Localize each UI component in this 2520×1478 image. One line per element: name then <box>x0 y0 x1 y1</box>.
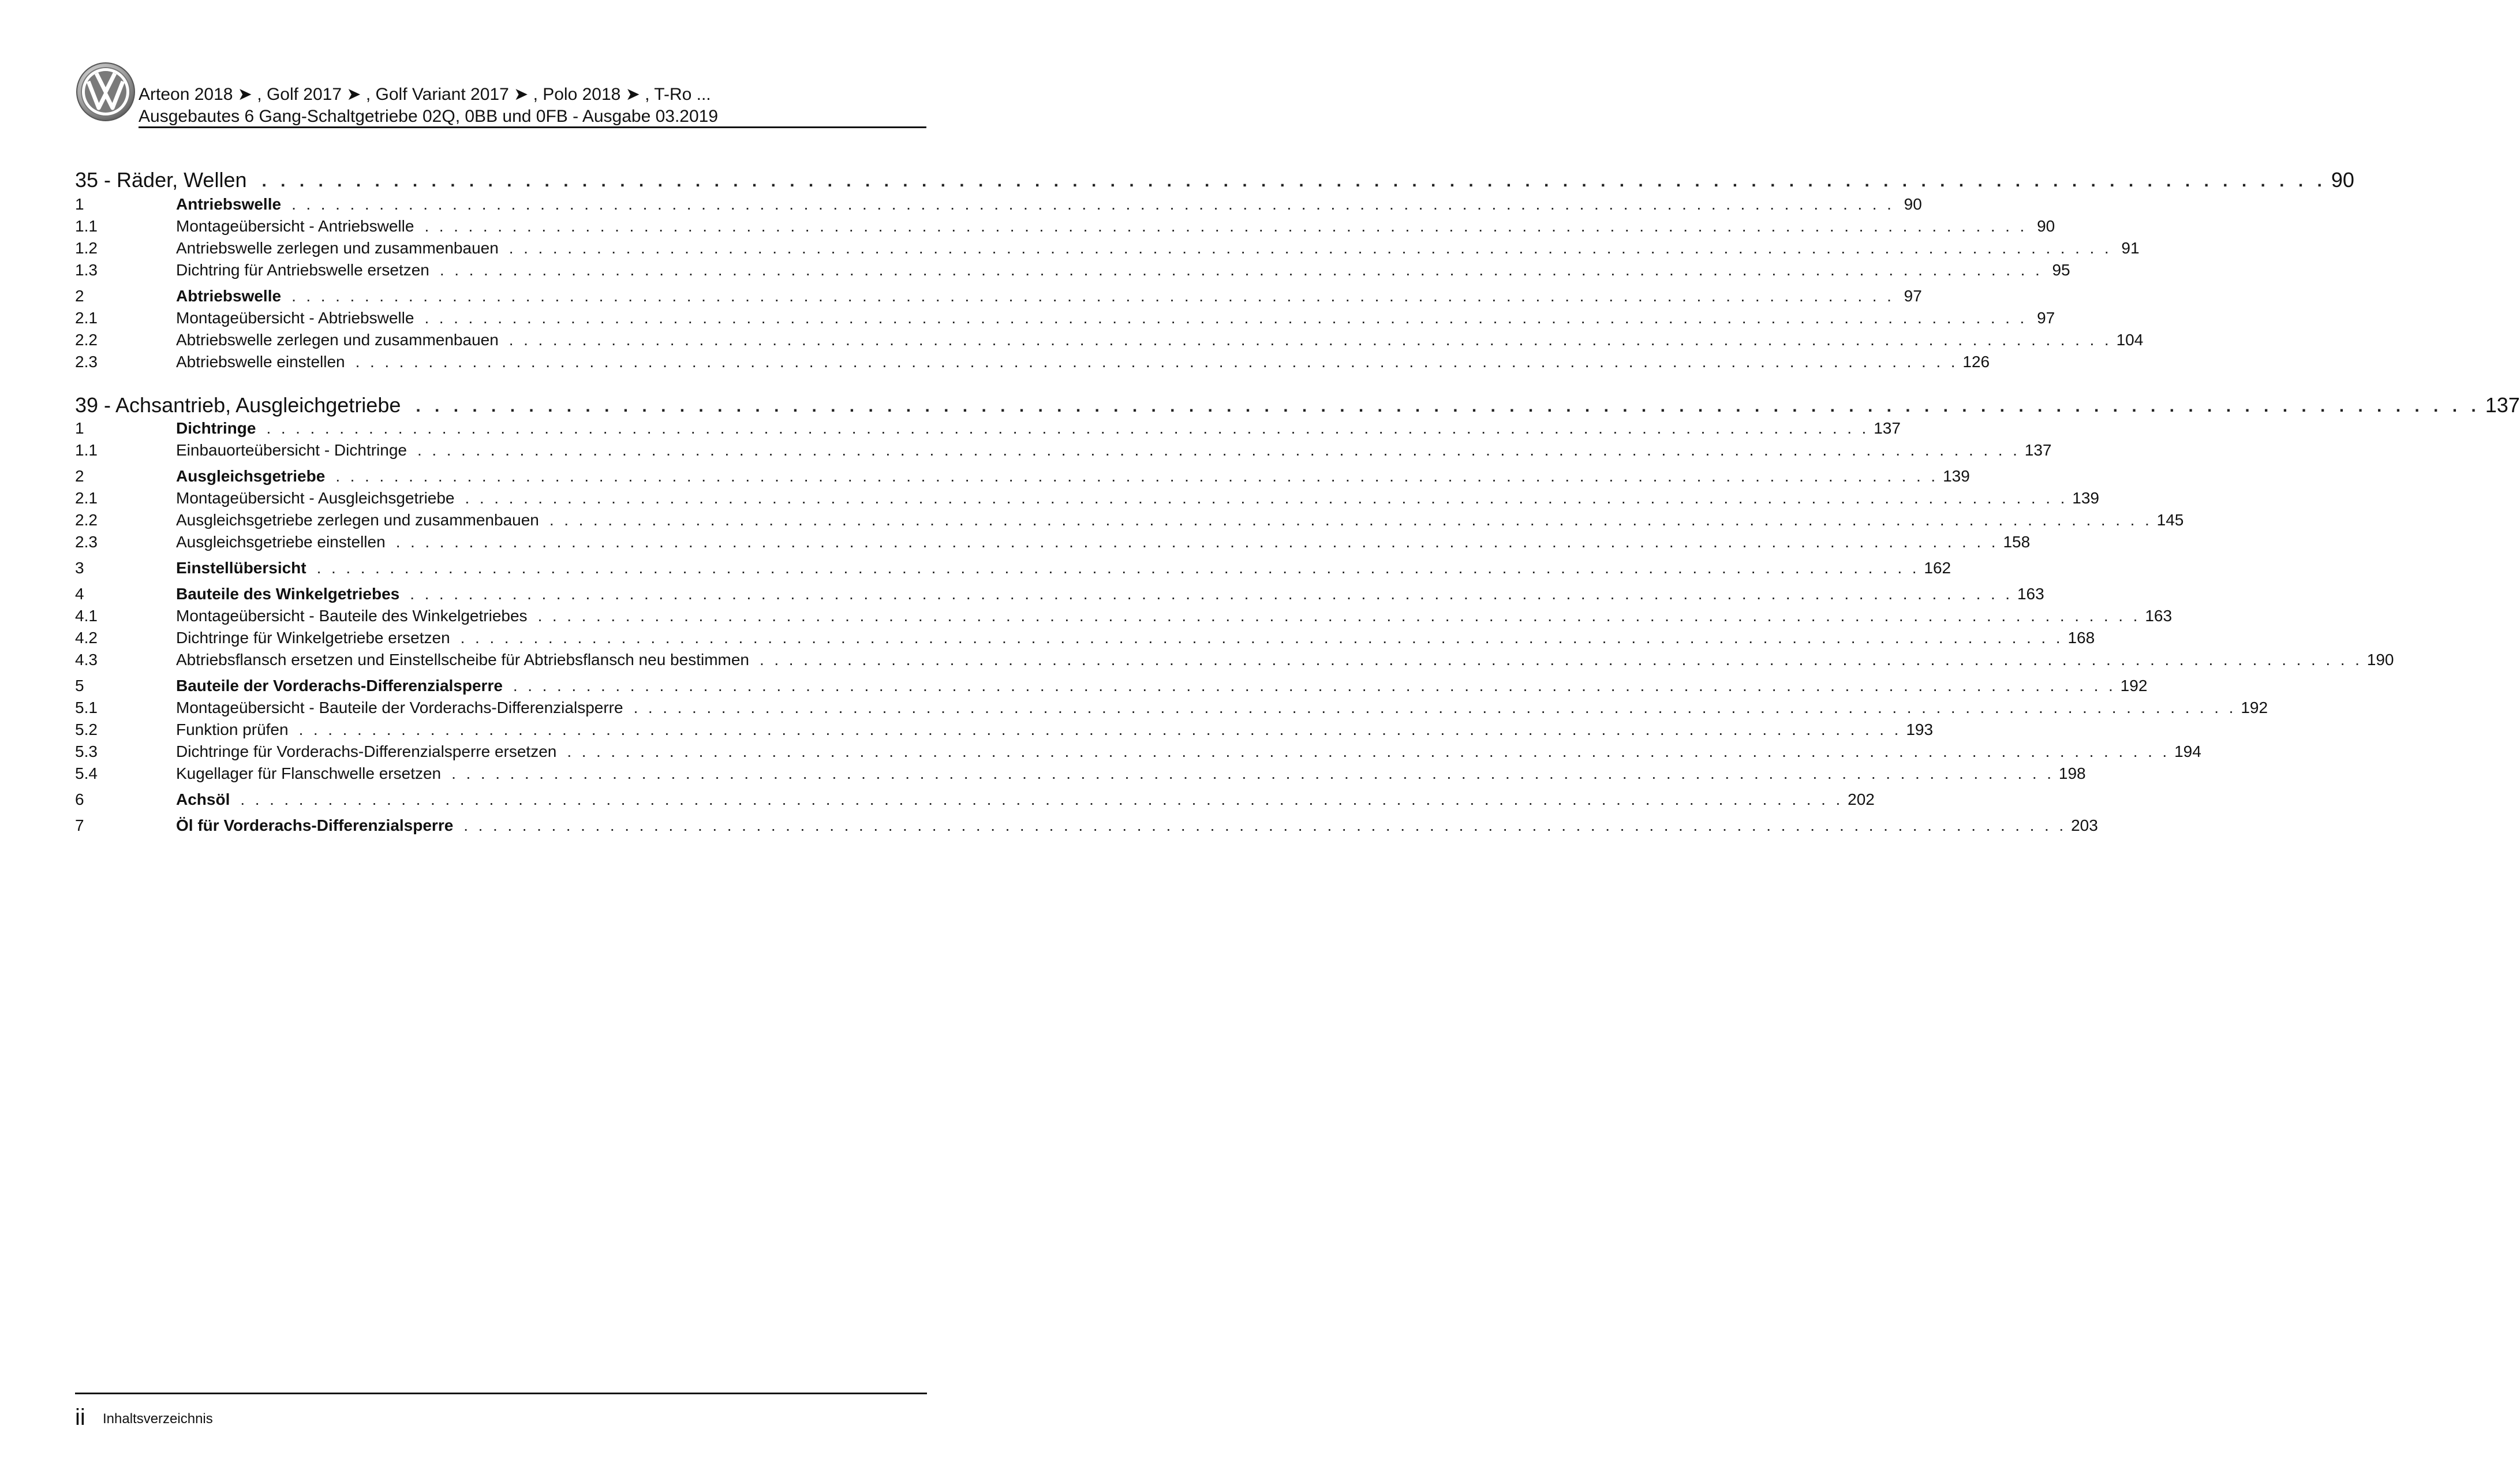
toc-entry-number: 2.2 <box>75 511 98 529</box>
toc-section[interactable] <box>75 673 2148 696</box>
toc-entry-page: 90 <box>2037 217 2055 235</box>
toc-entry-number: 3 <box>75 559 84 577</box>
toc-entry-page: 158 <box>2003 533 2031 551</box>
toc-chapter-title: 35 - Räder, Wellen <box>75 168 247 192</box>
toc-entry-page: 162 <box>1924 559 1951 577</box>
toc-leader-dots: . . . . . . . . . . . . . . . . . . . . . . . . . . . . . . . . . . . . . . . . . . . . . . . . . . . . . . . . . . . . . . . . . . . . . . . . . . . . . . . . . . . . . . . . . . . . . . . . . . . . . . . . . . . . . . <box>291 287 1894 305</box>
toc-leader-dots: . . . . . . . . . . . . . . . . . . . . . . . . . . . . . . . . . . . . . . . . . . . . . . . . . . . . . . . . . . . . . . . . . . . . . . . . . . . . . . . . . . . . . . . . . . . . . . . . . . . . . . . . . . . . . . <box>439 261 2043 279</box>
toc-entry-number: 1.1 <box>75 217 98 235</box>
toc-leader-dots: . . . . . . . . . . . . . . . . . . . . . . . . . . . . . . . . . . . . . . . . . . . . . . . . . . . . . . . . . . . . . . . . . . . . . . . . . . . . . . . . . . . . . . . . . . . . . . . . . . . . . . . . . . . . . . <box>513 677 2116 695</box>
toc-section[interactable] <box>75 191 1922 214</box>
toc-leader-dots: . . . . . . . . . . . . . . . . . . . . . . . . . . . . . . . . . . . . . . . . . . . . . . . . . . . . . . . . . . . . . . . . . . . . . . . . . . . . . . . . . . . . . . . . . . . . . . . . . . . . . . . . . . . . . . <box>240 790 1844 808</box>
toc-entry-title: Dichtringe für Winkelgetriebe ersetzen <box>176 629 450 647</box>
toc-entry-title: Einstellübersicht <box>176 559 306 577</box>
toc-chapter-page: 90 <box>2331 168 2354 192</box>
toc-entry-number: 2.1 <box>75 489 98 507</box>
vw-logo-icon <box>76 62 136 122</box>
toc-subsection[interactable] <box>75 213 2055 236</box>
toc-subsection[interactable] <box>75 647 2394 670</box>
header-title-line2: Ausgebautes 6 Gang-Schaltgetriebe 02Q, 0BB und 0FB - Ausgabe 03.2019 <box>139 107 719 126</box>
toc-entry-page: 163 <box>2145 607 2173 625</box>
toc-entry-number: 4 <box>75 585 84 603</box>
toc-section[interactable] <box>75 581 2044 604</box>
toc-entry-number: 5.2 <box>75 721 98 738</box>
toc-entry-page: 203 <box>2071 816 2098 834</box>
toc-subsection[interactable] <box>75 235 2140 258</box>
toc-subsection[interactable] <box>75 349 1990 372</box>
toc-entry-title: Ausgleichsgetriebe einstellen <box>176 533 386 551</box>
toc-leader-dots: . . . . . . . . . . . . . . . . . . . . . . . . . . . . . . . . . . . . . . . . . . . . . . . . . . . . . . . . . . . . . . . . . . . . . . . . . . . . . . . . . . . . . . . . . . . . . . . . . . . . . . . . . . . . . . <box>261 171 2327 191</box>
toc-chapter-page: 137 <box>2485 393 2520 417</box>
toc-entry-page: 198 <box>2058 764 2086 782</box>
toc-leader-dots: . . . . . . . . . . . . . . . . . . . . . . . . . . . . . . . . . . . . . . . . . . . . . . . . . . . . . . . . . . . . . . . . . . . . . . . . . . . . . . . . . . . . . . . . . . . . . . . . . . . . . . . . . . . . . . <box>291 195 1894 213</box>
toc-leader-dots: . . . . . . . . . . . . . . . . . . . . . . . . . . . . . . . . . . . . . . . . . . . . . . . . . . . . . . . . . . . . . . . . . . . . . . . . . . . . . . . . . . . . . . . . . . . . . . . . . . . . . . . . . . . . . . <box>549 511 2152 529</box>
toc-leader-dots: . . . . . . . . . . . . . . . . . . . . . . . . . . . . . . . . . . . . . . . . . . . . . . . . . . . . . . . . . . . . . . . . . . . . . . . . . . . . . . . . . . . . . . . . . . . . . . . . . . . . . . . . . . . . . . <box>633 699 2237 716</box>
toc-subsection[interactable] <box>75 695 2268 718</box>
header-title-line1: Arteon 2018 ➤ , Golf 2017 ➤ , Golf Variant 2017 ➤ , Polo 2018 ➤ , T-Ro ... <box>139 85 711 104</box>
toc-entry-number: 2.3 <box>75 353 98 371</box>
toc-subsection[interactable] <box>75 305 2055 328</box>
toc-entry-number: 5.4 <box>75 764 98 782</box>
toc-subsection[interactable] <box>75 485 2099 508</box>
toc-entry-page: 90 <box>1904 195 1922 213</box>
toc-section[interactable] <box>75 812 2098 835</box>
toc-leader-dots: . . . . . . . . . . . . . . . . . . . . . . . . . . . . . . . . . . . . . . . . . . . . . . . . . . . . . . . . . . . . . . . . . . . . . . . . . . . . . . . . . . . . . . . . . . . . . . . . . . . . . . . . . . . . . . <box>760 651 2362 669</box>
toc-entry-title: Montageübersicht - Abtriebswelle <box>176 309 414 327</box>
toc-entry-title: Bauteile des Winkelgetriebes <box>176 585 400 603</box>
toc-leader-dots: . . . . . . . . . . . . . . . . . . . . . . . . . . . . . . . . . . . . . . . . . . . . . . . . . . . . . . . . . . . . . . . . . . . . . . . . . . . . . . . . . . . . . . . . . . . . . . . . . . . . . . . . . . . . . . <box>316 559 1920 577</box>
toc-entry-page: 95 <box>2052 261 2070 279</box>
toc-entry-page: 126 <box>1962 353 1990 371</box>
toc-section[interactable] <box>75 555 1951 578</box>
toc-entry-page: 168 <box>2067 629 2095 647</box>
toc-entry-title: Öl für Vorderachs-Differenzialsperre <box>176 816 454 834</box>
toc-entry-title: Antriebswelle <box>176 195 282 213</box>
toc-entry-title: Montageübersicht - Antriebswelle <box>176 217 414 235</box>
toc-subsection[interactable] <box>75 760 2086 783</box>
toc-entry-number: 5 <box>75 677 84 695</box>
toc-subsection[interactable] <box>75 257 2070 280</box>
toc-entry-page: 137 <box>1874 419 1901 437</box>
toc-entry-number: 7 <box>75 816 84 834</box>
toc-chapter[interactable] <box>75 163 2354 193</box>
toc-subsection[interactable] <box>75 507 2184 530</box>
toc-entry-page: 137 <box>2024 441 2052 459</box>
toc-leader-dots: . . . . . . . . . . . . . . . . . . . . . . . . . . . . . . . . . . . . . . . . . . . . . . . . . . . . . . . . . . . . . . . . . . . . . . . . . . . . . . . . . . . . . . . . . . . . . . . . . . . . . . . . . . . . . . <box>335 467 1939 485</box>
toc-leader-dots: . . . . . . . . . . . . . . . . . . . . . . . . . . . . . . . . . . . . . . . . . . . . . . . . . . . . . . . . . . . . . . . . . . . . . . . . . . . . . . . . . . . . . . . . . . . . . . . . . . . . . . . . . . . . . . <box>463 816 2067 834</box>
toc-leader-dots: . . . . . . . . . . . . . . . . . . . . . . . . . . . . . . . . . . . . . . . . . . . . . . . . . . . . . . . . . . . . . . . . . . . . . . . . . . . . . . . . . . . . . . . . . . . . . . . . . . . . . . . . . . . . . . <box>417 441 2020 459</box>
toc-leader-dots: . . . . . . . . . . . . . . . . . . . . . . . . . . . . . . . . . . . . . . . . . . . . . . . . . . . . . . . . . . . . . . . . . . . . . . . . . . . . . . . . . . . . . . . . . . . . . . . . . . . . . . . . . . . . . . <box>465 489 2068 507</box>
toc-entry-number: 6 <box>75 790 84 808</box>
footer-page-number: ii <box>75 1405 85 1430</box>
toc-entry-page: 97 <box>2037 309 2055 327</box>
toc-entry-number: 2 <box>75 287 84 305</box>
toc-leader-dots: . . . . . . . . . . . . . . . . . . . . . . . . . . . . . . . . . . . . . . . . . . . . . . . . . . . . . . . . . . . . . . . . . . . . . . . . . . . . . . . . . . . . . . . . . . . . . . . . . . . . . . . . . . . . . . <box>509 331 2112 349</box>
toc-entry-number: 1 <box>75 419 84 437</box>
toc-entry-number: 1 <box>75 195 84 213</box>
toc-entry-number: 2.1 <box>75 309 98 327</box>
toc-leader-dots: . . . . . . . . . . . . . . . . . . . . . . . . . . . . . . . . . . . . . . . . . . . . . . . . . . . . . . . . . . . . . . . . . . . . . . . . . . . . . . . . . . . . . . . . . . . . . . . . . . . . . . . . . . . . . . <box>298 721 1902 738</box>
toc-section[interactable] <box>75 283 1922 306</box>
toc-entry-title: Dichtring für Antriebswelle ersetzen <box>176 261 429 279</box>
toc-section[interactable] <box>75 415 1901 438</box>
toc-entry-number: 4.3 <box>75 651 98 669</box>
toc-subsection[interactable] <box>75 738 2201 762</box>
toc-entry-page: 139 <box>2072 489 2099 507</box>
toc-entry-page: 202 <box>1848 790 1875 808</box>
toc-entry-number: 2.2 <box>75 331 98 349</box>
toc-leader-dots: . . . . . . . . . . . . . . . . . . . . . . . . . . . . . . . . . . . . . . . . . . . . . . . . . . . . . . . . . . . . . . . . . . . . . . . . . . . . . . . . . . . . . . . . . . . . . . . . . . . . . . . . . . . . . . <box>395 533 1999 551</box>
toc-entry-page: 190 <box>2366 651 2394 669</box>
toc-entry-title: Ausgleichsgetriebe zerlegen und zusammenbauen <box>176 511 539 529</box>
toc-entry-number: 5.3 <box>75 742 98 760</box>
toc-entry-title: Einbauorteübersicht - Dichtringe <box>176 441 407 459</box>
toc-subsection[interactable] <box>75 529 2031 552</box>
toc-subsection[interactable] <box>75 716 1934 740</box>
toc-entry-title: Funktion prüfen <box>176 721 289 738</box>
toc-entry-page: 145 <box>2156 511 2184 529</box>
header-divider <box>139 126 926 128</box>
toc-leader-dots: . . . . . . . . . . . . . . . . . . . . . . . . . . . . . . . . . . . . . . . . . . . . . . . . . . . . . . . . . . . . . . . . . . . . . . . . . . . . . . . . . . . . . . . . . . . . . . . . . . . . . . . . . . . . . . <box>567 742 2170 760</box>
toc-leader-dots: . . . . . . . . . . . . . . . . . . . . . . . . . . . . . . . . . . . . . . . . . . . . . . . . . . . . . . . . . . . . . . . . . . . . . . . . . . . . . . . . . . . . . . . . . . . . . . . . . . . . . . . . . . . . . . <box>424 309 2028 327</box>
toc-entry-number: 4.1 <box>75 607 98 625</box>
toc-entry-page: 163 <box>2017 585 2044 603</box>
toc-section[interactable] <box>75 786 1875 809</box>
toc-entry-page: 194 <box>2174 742 2201 760</box>
toc-leader-dots: . . . . . . . . . . . . . . . . . . . . . . . . . . . . . . . . . . . . . . . . . . . . . . . . . . . . . . . . . . . . . . . . . . . . . . . . . . . . . . . . . . . . . . . . . . . . . . . . . . . . . . . . . . . . . . <box>266 419 1870 437</box>
toc-entry-number: 4.2 <box>75 629 98 647</box>
toc-entry-number: 2 <box>75 467 84 485</box>
toc-entry-title: Kugellager für Flanschwelle ersetzen <box>176 764 442 782</box>
toc-subsection[interactable] <box>75 625 2095 648</box>
toc-entry-number: 1.2 <box>75 239 98 257</box>
toc-entry-title: Ausgleichsgetriebe <box>176 467 326 485</box>
toc-entry-page: 91 <box>2121 239 2140 257</box>
toc-entry-title: Abtriebswelle zerlegen und zusammenbauen <box>176 331 499 349</box>
toc-entry-number: 1.1 <box>75 441 98 459</box>
footer-divider <box>75 1393 927 1394</box>
toc-entry-page: 97 <box>1904 287 1922 305</box>
toc-section[interactable] <box>75 463 1970 486</box>
toc-entry-title: Montageübersicht - Bauteile des Winkelgetriebes <box>176 607 528 625</box>
toc-entry-title: Antriebswelle zerlegen und zusammenbauen <box>176 239 499 257</box>
toc-entry-page: 104 <box>2116 331 2144 349</box>
toc-entry-number: 2.3 <box>75 533 98 551</box>
toc-entry-title: Achsöl <box>176 790 230 808</box>
toc-subsection[interactable] <box>75 327 2144 350</box>
toc-entry-page: 193 <box>1906 721 1934 738</box>
toc-entry-title: Abtriebsflansch ersetzen und Einstellscheibe für Abtriebsflansch neu bestimmen <box>176 651 749 669</box>
toc-leader-dots: . . . . . . . . . . . . . . . . . . . . . . . . . . . . . . . . . . . . . . . . . . . . . . . . . . . . . . . . . . . . . . . . . . . . . . . . . . . . . . . . . . . . . . . . . . . . . . . . . . . . . . . . . . . . . . <box>537 607 2141 625</box>
toc-leader-dots: . . . . . . . . . . . . . . . . . . . . . . . . . . . . . . . . . . . . . . . . . . . . . . . . . . . . . . . . . . . . . . . . . . . . . . . . . . . . . . . . . . . . . . . . . . . . . . . . . . . . . . . . . . . . . . <box>451 764 2054 782</box>
toc-entry-page: 139 <box>1943 467 1970 485</box>
toc-entry-title: Montageübersicht - Bauteile der Vorderachs-Differenzialsperre <box>176 699 623 716</box>
toc-entry-title: Abtriebswelle einstellen <box>176 353 345 371</box>
toc-entry-title: Dichtringe <box>176 419 256 437</box>
toc-subsection[interactable] <box>75 437 2052 460</box>
toc-entry-title: Abtriebswelle <box>176 287 282 305</box>
toc-entry-page: 192 <box>2120 677 2148 695</box>
toc-leader-dots: . . . . . . . . . . . . . . . . . . . . . . . . . . . . . . . . . . . . . . . . . . . . . . . . . . . . . . . . . . . . . . . . . . . . . . . . . . . . . . . . . . . . . . . . . . . . . . . . . . . . . . . . . . . . . . <box>410 585 2013 603</box>
toc-entry-number: 1.3 <box>75 261 98 279</box>
toc-chapter[interactable] <box>75 388 2520 418</box>
toc-leader-dots: . . . . . . . . . . . . . . . . . . . . . . . . . . . . . . . . . . . . . . . . . . . . . . . . . . . . . . . . . . . . . . . . . . . . . . . . . . . . . . . . . . . . . . . . . . . . . . . . . . . . . . . . . . . . . . <box>424 217 2028 235</box>
toc-leader-dots: . . . . . . . . . . . . . . . . . . . . . . . . . . . . . . . . . . . . . . . . . . . . . . . . . . . . . . . . . . . . . . . . . . . . . . . . . . . . . . . . . . . . . . . . . . . . . . . . . . . . . . . . . . . . . . <box>355 353 1958 371</box>
toc-entry-title: Dichtringe für Vorderachs-Differenzialsperre ersetzen <box>176 742 557 760</box>
toc-chapter-title: 39 - Achsantrieb, Ausgleichgetriebe <box>75 393 401 417</box>
toc-entry-title: Montageübersicht - Ausgleichsgetriebe <box>176 489 455 507</box>
toc-entry-number: 5.1 <box>75 699 98 716</box>
toc-entry-page: 192 <box>2241 699 2268 716</box>
toc-leader-dots: . . . . . . . . . . . . . . . . . . . . . . . . . . . . . . . . . . . . . . . . . . . . . . . . . . . . . . . . . . . . . . . . . . . . . . . . . . . . . . . . . . . . . . . . . . . . . . . . . . . . . . . . . . . . . . <box>460 629 2063 647</box>
toc-leader-dots: . . . . . . . . . . . . . . . . . . . . . . . . . . . . . . . . . . . . . . . . . . . . . . . . . . . . . . . . . . . . . . . . . . . . . . . . . . . . . . . . . . . . . . . . . . . . . . . . . . . . . . . . . . . . . . <box>416 397 2481 416</box>
toc-entry-title: Bauteile der Vorderachs-Differenzialsperre <box>176 677 503 695</box>
toc-leader-dots: . . . . . . . . . . . . . . . . . . . . . . . . . . . . . . . . . . . . . . . . . . . . . . . . . . . . . . . . . . . . . . . . . . . . . . . . . . . . . . . . . . . . . . . . . . . . . . . . . . . . . . . . . . . . . . <box>509 239 2112 257</box>
toc-subsection[interactable] <box>75 603 2173 626</box>
footer-label: Inhaltsverzeichnis <box>103 1411 213 1427</box>
